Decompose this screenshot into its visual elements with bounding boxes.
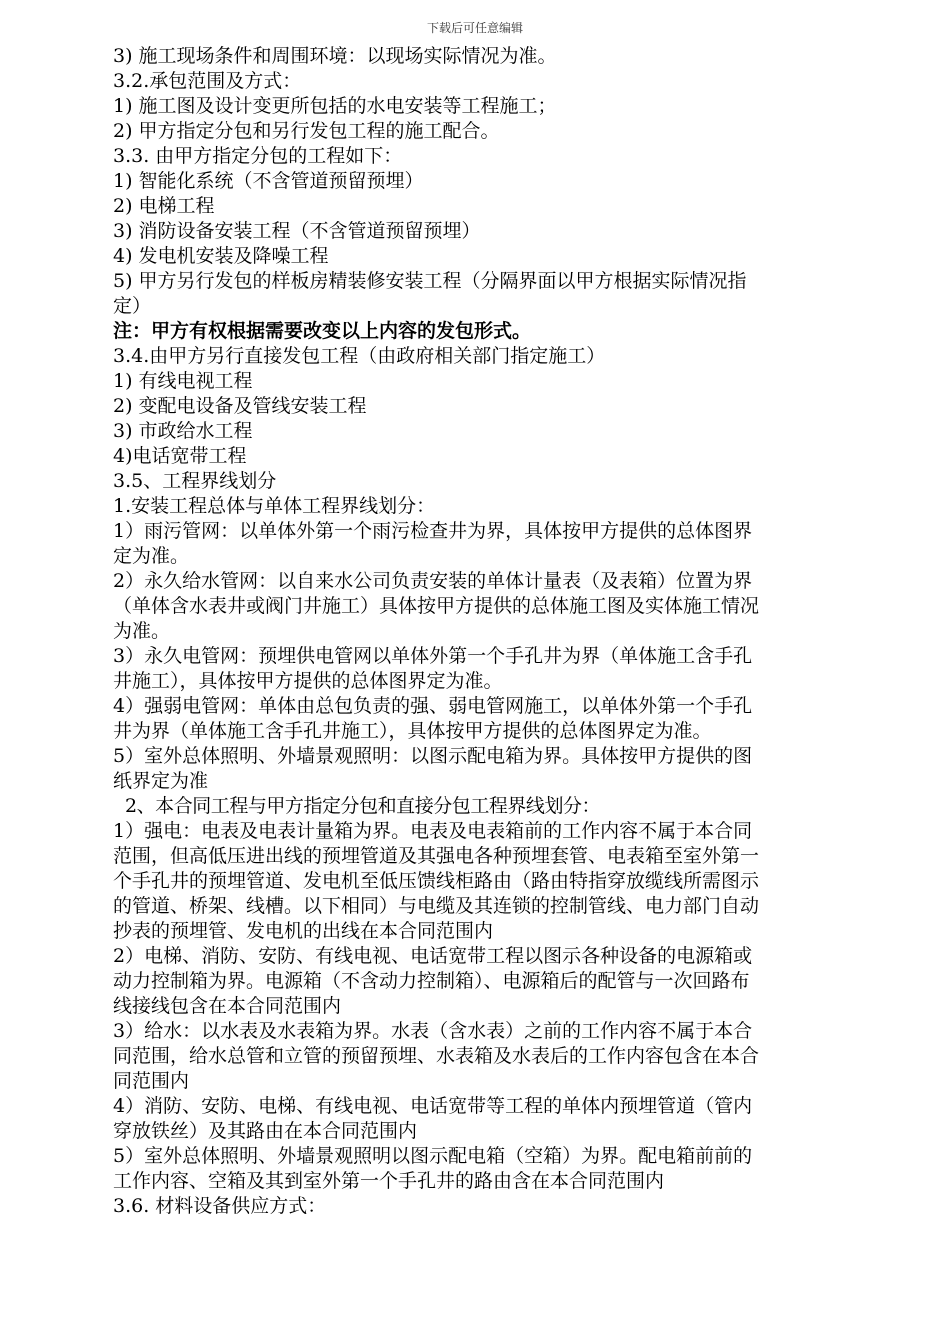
text-line: 井为界（单体施工含手孔井施工），具体按甲方提供的总体图界定为准。 <box>113 720 712 742</box>
text-line: 4）强弱电管网：单体由总包负责的强、弱电管网施工，以单体外第一个手孔 <box>113 695 753 717</box>
text-line: 穿放铁丝）及其路由在本合同范围内 <box>113 1120 418 1142</box>
text-line: 线接线包含在本合同范围内 <box>113 995 342 1017</box>
text-line: 2) 电梯工程 <box>113 195 215 217</box>
text-line: 3.3. 由甲方指定分包的工程如下： <box>113 145 403 167</box>
text-line: （单体含水表井或阀门井施工）具体按甲方提供的总体施工图及实体施工情况 <box>113 595 760 617</box>
text-line: 3) 消防设备安装工程（不含管道预留预埋） <box>113 220 481 242</box>
text-line: 1.安装工程总体与单体工程界线划分： <box>113 495 436 517</box>
text-line: 抄表的预埋管、发电机的出线在本合同范围内 <box>113 920 494 942</box>
text-line: 2、本合同工程与甲方指定分包和直接分包工程界线划分： <box>125 795 601 817</box>
text-line: 1）强电：电表及电表计量箱为界。电表及电表箱前的工作内容不属于本合同 <box>113 820 753 842</box>
page-header: 下载后可任意编辑 <box>426 21 523 35</box>
text-line: 1) 施工图及设计变更所包括的水电安装等工程施工； <box>113 95 557 117</box>
text-line: 1) 智能化系统（不含管道预留预埋） <box>113 170 424 192</box>
text-line: 1) 有线电视工程 <box>113 370 253 392</box>
text-line: 的管道、桥架、线槽。以下相同）与电缆及其连锁的控制管线、电力部门自动 <box>113 895 760 917</box>
text-line: 3.5、工程界线划分 <box>113 470 277 492</box>
text-line: 4）消防、安防、电梯、有线电视、电话宽带等工程的单体内预埋管道（管内 <box>113 1095 753 1117</box>
text-line: 工作内容、空箱及其到室外第一个手孔井的路由含在本合同范围内 <box>113 1170 665 1192</box>
text-line: 3）永久电管网：预埋供电管网以单体外第一个手孔井为界（单体施工含手孔 <box>113 645 753 667</box>
text-line: 3.6. 材料设备供应方式： <box>113 1195 327 1217</box>
text-line: 3.2.承包范围及方式： <box>113 70 302 92</box>
text-line: 5) 甲方另行发包的样板房精装修安装工程（分隔界面以甲方根据实际情况指 <box>113 270 747 292</box>
text-line: 2) 变配电设备及管线安装工程 <box>113 395 367 417</box>
text-line: 同范围，给水总管和立管的预留预埋、水表箱及水表后的工作内容包含在本合 <box>113 1045 760 1067</box>
note-line: 注：甲方有权根据需要改变以上内容的发包形式。 <box>113 320 532 342</box>
text-line: 2）电梯、消防、安防、有线电视、电话宽带工程以图示各种设备的电源箱或 <box>113 945 753 967</box>
text-line: 3) 市政给水工程 <box>113 420 253 442</box>
text-line: 3.4.由甲方另行直接发包工程（由政府相关部门指定施工） <box>113 345 606 367</box>
text-line: 个手孔井的预埋管道、发电机至低压馈线柜路由（路由特指穿放缆线所需图示 <box>113 870 760 892</box>
text-line: 2) 甲方指定分包和另行发包工程的施工配合。 <box>113 120 500 142</box>
text-line: 5）室外总体照明、外墙景观照明：以图示配电箱为界。具体按甲方提供的图 <box>113 745 753 767</box>
text-line: 1）雨污管网：以单体外第一个雨污检查井为界，具体按甲方提供的总体图界 <box>113 520 753 542</box>
text-line: 定） <box>113 295 152 317</box>
text-line: 纸界定为准 <box>113 770 209 792</box>
text-line: 4)电话宽带工程 <box>113 445 247 467</box>
text-line: 4) 发电机安装及降噪工程 <box>113 245 329 267</box>
text-line: 范围，但高低压进出线的预埋管道及其强电各种预埋套管、电表箱至室外第一 <box>113 845 760 867</box>
document-body <box>113 44 883 1219</box>
text-line: 2）永久给水管网：以自来水公司负责安装的单体计量表（及表箱）位置为界 <box>113 570 753 592</box>
text-line: 为准。 <box>113 620 171 642</box>
text-line: 定为准。 <box>113 545 190 567</box>
text-line: 3）给水：以水表及水表箱为界。水表（含水表）之前的工作内容不属于本合 <box>113 1020 753 1042</box>
text-line: 3) 施工现场条件和周围环境：以现场实际情况为准。 <box>113 45 557 67</box>
text-line: 同范围内 <box>113 1070 190 1092</box>
text-line: 井施工），具体按甲方提供的总体图界定为准。 <box>113 670 503 692</box>
text-line: 5）室外总体照明、外墙景观照明以图示配电箱（空箱）为界。配电箱前前的 <box>113 1145 753 1167</box>
text-line: 动力控制箱为界。电源箱（不含动力控制箱）、电源箱后的配管与一次回路布 <box>113 970 750 992</box>
